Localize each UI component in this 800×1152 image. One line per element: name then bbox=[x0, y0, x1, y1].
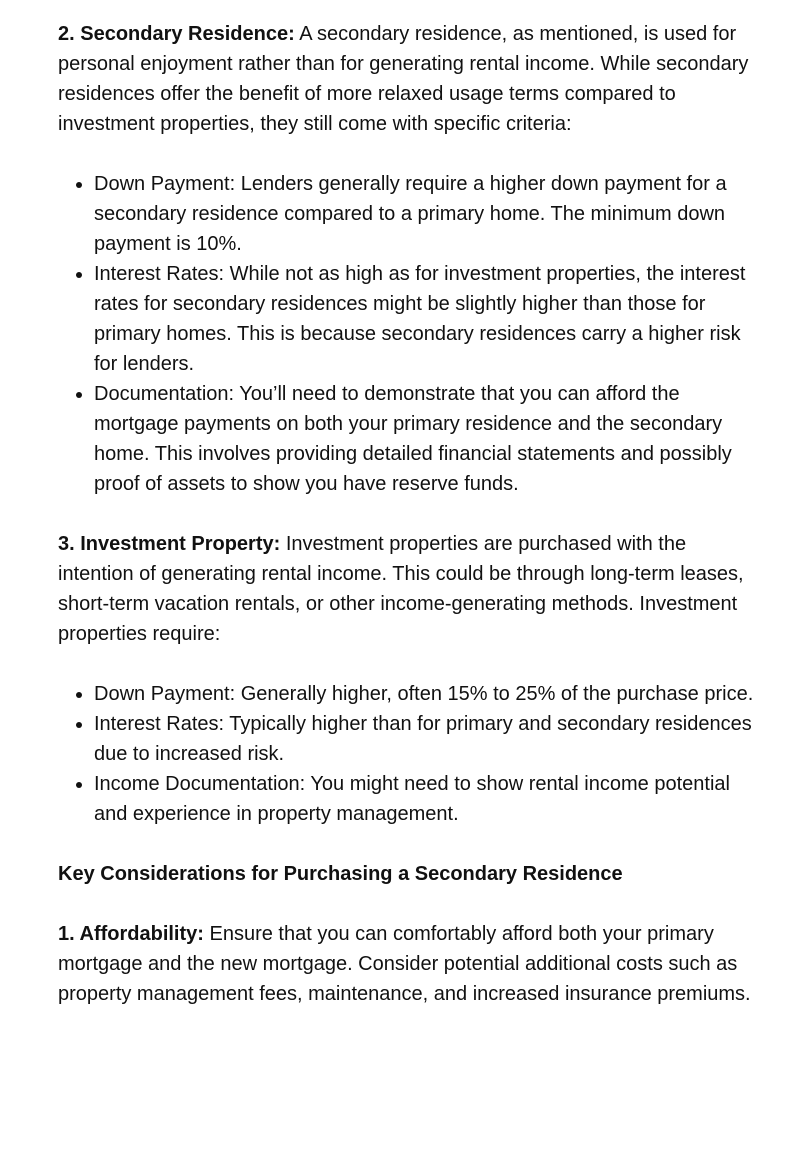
list-item: • Interest Rates: Typically higher than for primary and secondary residences due to increased risk. bbox=[94, 709, 756, 769]
section-title: 1. Affordability: bbox=[58, 923, 204, 945]
affordability-paragraph bbox=[58, 919, 756, 1009]
list-item: • Down Payment: Generally higher, often 15% to 25% of the purchase price. bbox=[94, 679, 756, 709]
section-title: 3. Investment Property: bbox=[58, 533, 281, 555]
list-item: • Documentation: You’ll need to demonstrate that you can afford the mortgage payments on both your primary residence and the secondary home. This involves providing detailed financial statements and possibly proof of assets to show you have reserve funds. bbox=[94, 379, 756, 499]
secondary-residence-criteria-list bbox=[58, 169, 756, 499]
list-item: • Interest Rates: While not as high as for investment properties, the interest rates for secondary residences might be slightly higher than those for primary homes. This is because secondary residences carry a higher risk for lenders. bbox=[94, 259, 756, 379]
section-investment-property-intro bbox=[58, 529, 756, 649]
investment-property-requirements-list bbox=[58, 679, 756, 829]
key-considerations-heading: Key Considerations for Purchasing a Secondary Residence bbox=[58, 863, 623, 885]
section-body: Investment properties are purchased with the intention of generating rental income. This could be through long-term leases, short-term vacation rentals, or other income-generating methods. Investment properties require: bbox=[58, 533, 744, 645]
list-item: • Down Payment: Lenders generally require a higher down payment for a secondary residence compared to a primary home. The minimum down payment is 10%. bbox=[94, 169, 756, 259]
section-secondary-residence-intro bbox=[58, 19, 756, 139]
section-title: 2. Secondary Residence: bbox=[58, 23, 295, 45]
section-body: A secondary residence, as mentioned, is used for personal enjoyment rather than for generating rental income. While secondary residences offer the benefit of more relaxed usage terms compared to investment properties, they still come with specific criteria: bbox=[58, 23, 749, 135]
list-item: • Income Documentation: You might need to show rental income potential and experience in property management. bbox=[94, 769, 756, 829]
section-body: Ensure that you can comfortably afford both your primary mortgage and the new mortgage. Consider potential additional costs such as property management fees, maintenance, and increased insurance premiums. bbox=[58, 923, 751, 1005]
